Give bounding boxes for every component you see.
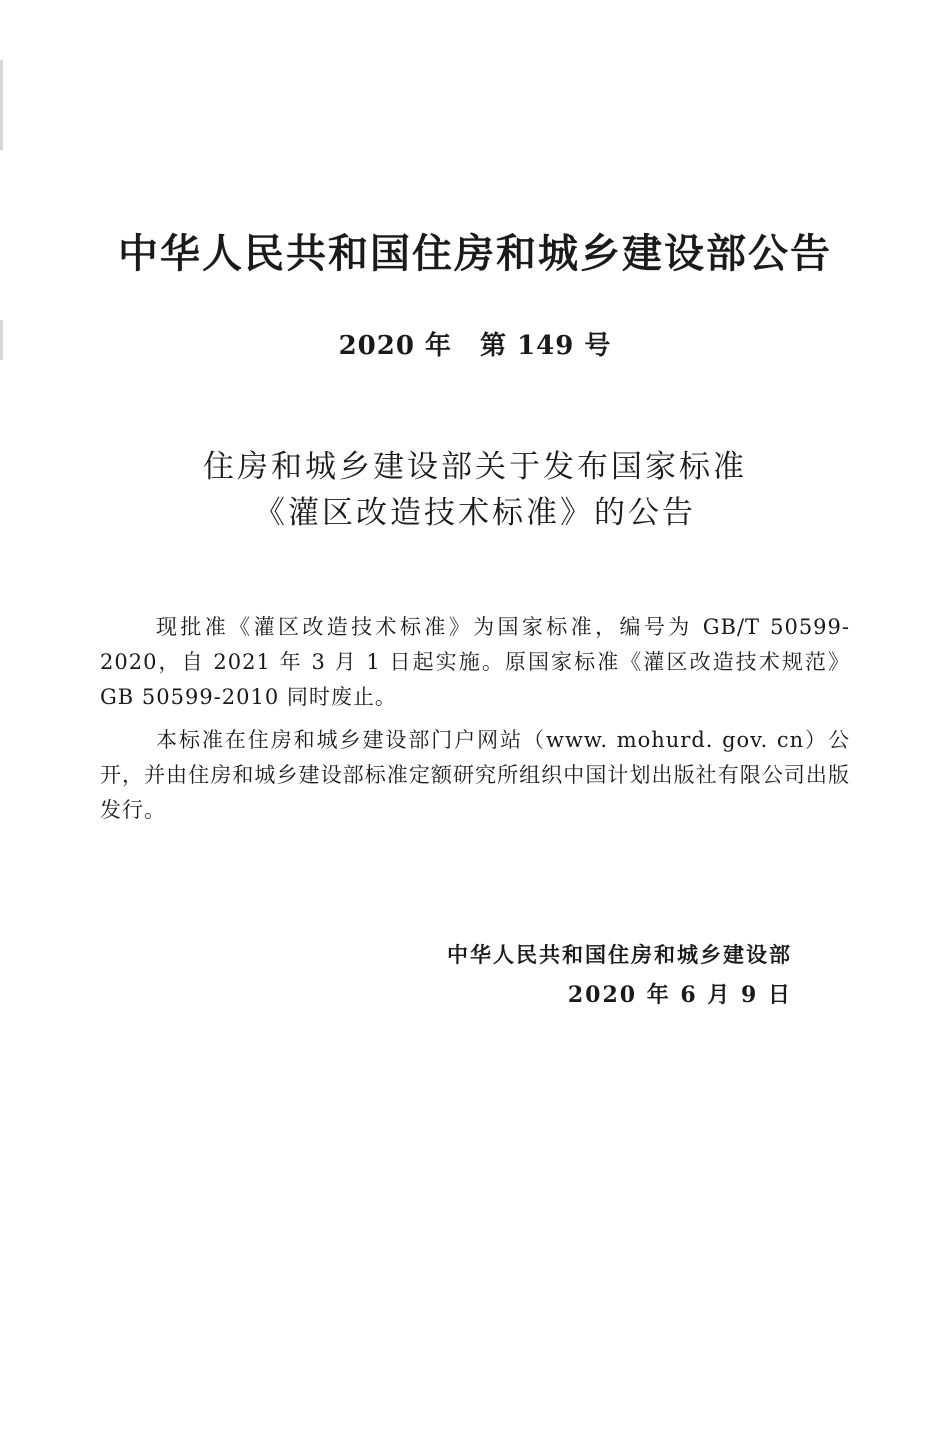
issue-serial: 第 149 号: [480, 331, 612, 361]
announcement-subject: [0, 444, 950, 536]
issue-year: 2020 年: [338, 331, 453, 361]
subject-line-2: 《灌区改造技术标准》的公告: [254, 495, 696, 531]
signature-block: [447, 935, 792, 1015]
body-paragraph-2: 本标准在住房和城乡建设部门户网站（www. mohurd. gov. cn）公开，并由住房和城乡建设部标准定额研究所组织中国计划出版社有限公司出版发行。: [100, 728, 850, 822]
announcement-title: 中华人民共和国住房和城乡建设部公告: [118, 231, 832, 277]
scan-edge-mark: [0, 60, 3, 150]
body-paragraph-1: 现批准《灌区改造技术标准》为国家标准，编号为 GB/T 50599-2020，自 2021 年 3 月 1 日起实施。原国家标准《灌区改造技术规范》GB 50599-2010 同时废止。: [100, 615, 850, 709]
announcement-body: [100, 610, 850, 836]
issuer-name: 中华人民共和国住房和城乡建设部: [447, 943, 792, 967]
subject-line-1: 住房和城乡建设部关于发布国家标准: [203, 449, 747, 485]
issue-date: 2020 年 6 月 9 日: [567, 982, 792, 1008]
issue-number: [0, 328, 950, 364]
